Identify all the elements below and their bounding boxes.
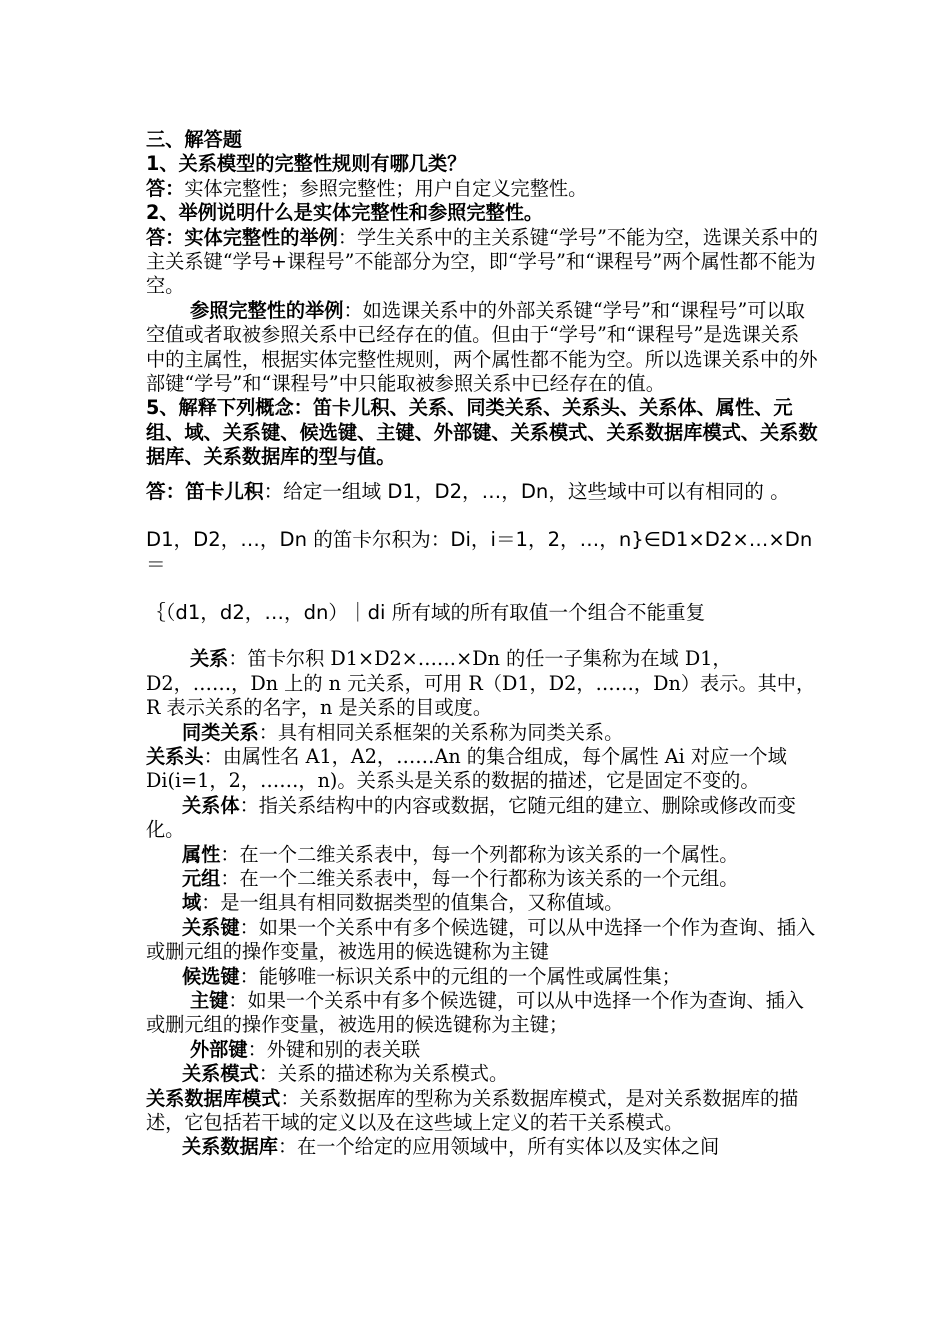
q1-answer-text: 实体完整性；参照完整性；用户自定义完整性。 — [184, 176, 588, 200]
concept-text: ：具有相同关系框架的关系称为同类关系。 — [258, 720, 624, 744]
concept-relational-db-schema — [146, 1087, 818, 1136]
concept-relation — [146, 647, 818, 720]
q2-ref-text: ：如选课关系中的外部关系键“学号”和“课程号”可以取空值或者取被参照关系中已经存在的值。但由于“学号”和“课程号”是选课关系中的主属性，根据实体完整性规则，两个属性都不能为空。所以选课关系中的外部键“学号”和“课程号”中只能取被参照关系中已经存在的值。 — [146, 298, 818, 396]
concept-text: ：外键和别的表关联 — [247, 1037, 421, 1061]
concept-text: ：笛卡尔积 D1×D2×……×Dn 的任一子集称为在域 D1，D2，……，Dn 上的 n 元关系，可用 R（D1，D2，……，Dn）表示。其中，R 表示关系的名字，n 是关系的目或度。 — [146, 647, 816, 720]
q1-question — [146, 152, 818, 176]
concept-text: ：在一个二维关系表中，每一个列都称为该关系的一个属性。 — [220, 842, 739, 866]
concept-relational-db — [146, 1135, 818, 1159]
concept-attribute — [146, 843, 818, 867]
q5-formula-line2: ｛（d1，d2，…，dn）｜di 所有域的所有取值一个组合不能重复 — [146, 600, 706, 624]
concept-text: ：关系数据库的型称为关系数据库模式，是对关系数据库的描述，它包括若干域的定义以及在这些域上定义的若干关系模式。 — [146, 1086, 799, 1135]
concept-label: 关系键 — [182, 915, 240, 939]
concept-domain — [146, 891, 818, 915]
q2-question-text: 2、举例说明什么是实体完整性和参照完整性。 — [146, 201, 544, 225]
concept-text: ：如果一个关系中有多个候选键，可以从中选择一个作为查询、插入或删元组的操作变量，被选用的候选键称为主键； — [146, 989, 804, 1037]
concept-label: 同类关系 — [182, 720, 259, 744]
concept-text: ：由属性名 A1，A2，……An 的集合组成，每个属性 Ai 对应一个域 Di(i=1，2，……，n)。关系头是关系的数据的描述，它是固定不变的。 — [146, 744, 787, 793]
concept-relation-body — [146, 794, 818, 843]
q2-question — [146, 201, 818, 225]
concept-label: 关系 — [190, 647, 229, 671]
concept-label: 元组 — [182, 866, 221, 890]
document-body — [146, 128, 818, 1160]
concept-label: 主键 — [190, 989, 229, 1012]
concept-same-class-relation — [146, 721, 818, 745]
q5-formula-line: D1，D2，…，Dn 的笛卡尔积为：Di，i＝1，2，…，n}∈D1×D2×…×Dn＝ — [146, 528, 813, 576]
q1-answer-label: 答： — [146, 176, 185, 200]
concept-text: ：在一个给定的应用领域中，所有实体以及实体之间 — [277, 1135, 720, 1159]
concept-label: 属性 — [182, 842, 221, 866]
concept-text: ：如果一个关系中有多个候选键，可以从中选择一个作为查询、插入或删元组的操作变量，被选用的候选键称为主键 — [146, 915, 816, 964]
concept-relation-head — [146, 745, 818, 794]
concept-foreign-key — [146, 1038, 818, 1062]
q5-answer-text: ：给定一组域 D1，D2，…，Dn，这些域中可以有相同的 。 — [263, 479, 790, 503]
concept-relation-key — [146, 916, 818, 965]
concept-text: ：在一个二维关系表中，每一个行都称为该关系的一个元组。 — [220, 866, 739, 890]
q2-ref-label: 参照完整性的举例 — [190, 298, 344, 322]
q1-answer — [146, 177, 818, 201]
q1-question-text: 1、关系模型的完整性规则有哪几类？ — [146, 152, 467, 176]
concept-relation-schema — [146, 1062, 818, 1086]
q5-question-text: 5、解释下列概念：笛卡儿积、关系、同类关系、关系头、关系体、属性、元组、域、关系键、候选键、主键、外部键、关系模式、关系数据库模式、关系数据库、关系数据库的型与值。 — [146, 396, 818, 469]
concept-text: ：能够唯一标识关系中的元组的一个属性或属性集； — [239, 964, 681, 988]
concept-label: 关系数据库模式 — [146, 1086, 281, 1110]
q2-answer-label: 答：实体完整性的举例 — [146, 225, 338, 249]
concept-label: 关系模式 — [182, 1062, 259, 1086]
section-title-text: 三、解答题 — [146, 128, 242, 151]
section-title — [146, 128, 818, 152]
q2-reference-answer — [146, 299, 818, 397]
concept-candidate-key — [146, 965, 818, 989]
concept-label: 关系头 — [146, 744, 204, 768]
q2-answer-text: ：学生关系中的主关系键“学号”不能为空，选课关系中的主关系键“学号+课程号”不能部分为空，即“学号”和“课程号”两个属性都不能为空。 — [146, 225, 818, 298]
concept-text: ：指关系结构中的内容或数据，它随元组的建立、删除或修改而变化。 — [146, 793, 796, 842]
q2-answer — [146, 226, 818, 299]
concept-label: 外部键 — [190, 1037, 248, 1061]
concept-label: 域 — [182, 891, 202, 915]
concept-tuple — [146, 867, 818, 891]
concept-primary-key — [146, 989, 818, 1038]
q5-answer-label: 答：笛卡儿积 — [146, 479, 264, 503]
q5-question — [146, 396, 818, 469]
concept-text: ：是一组具有相同数据类型的值集合，又称值域。 — [201, 891, 624, 915]
concept-text: ：关系的描述称为关系模式。 — [258, 1062, 509, 1086]
concept-label: 关系体 — [182, 793, 240, 817]
q5-answer — [146, 480, 818, 504]
concept-label: 关系数据库 — [182, 1135, 278, 1159]
concept-label: 候选键 — [182, 964, 240, 988]
